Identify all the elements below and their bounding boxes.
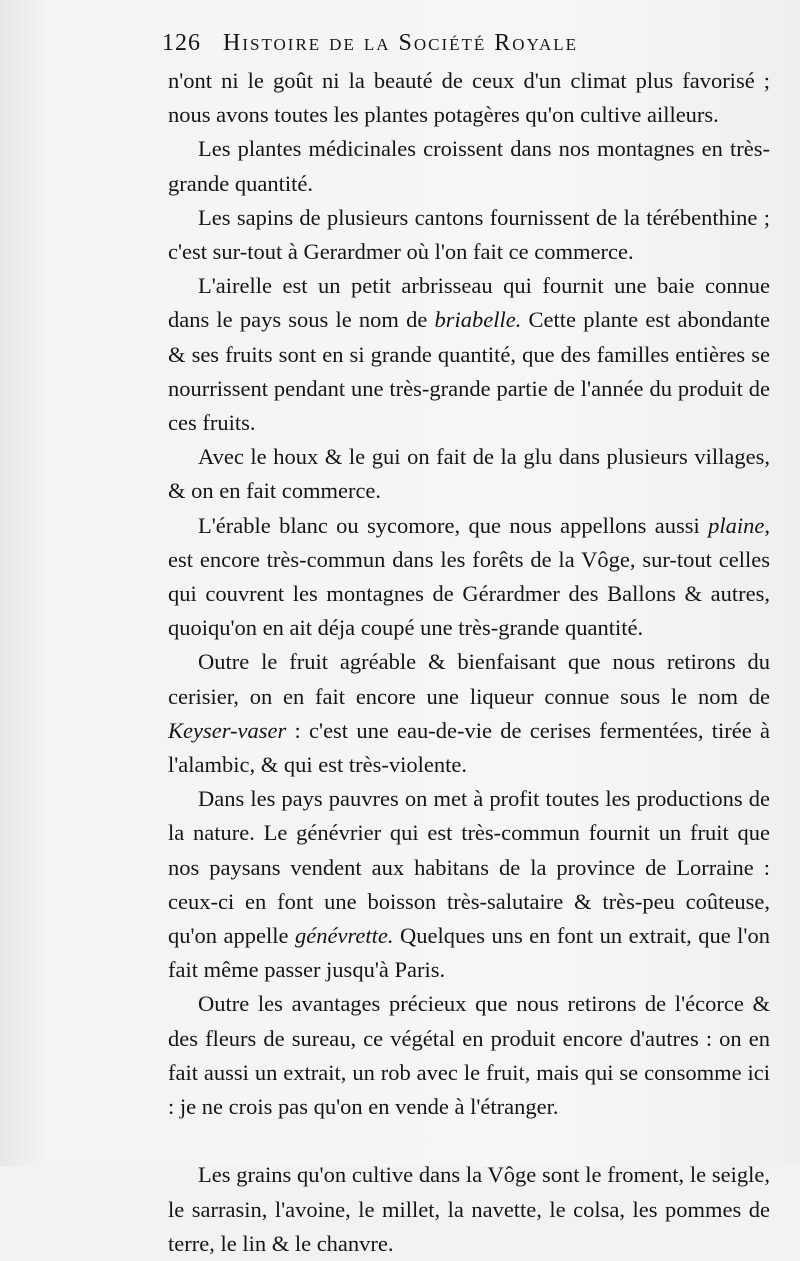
running-head <box>162 30 762 57</box>
text-run: Outre les avantages précieux que nous retirons de l'écorce & des fleurs de sureau, ce végétal en produit encore d'autres : on en fait aussi un extrait, un rob avec le fruit, mais qui se consomme ici : je ne crois pas qu'on en vende à l'étranger. <box>168 991 770 1120</box>
paragraph <box>168 269 770 440</box>
text-run: Les plantes médicinales croissent dans nos montagnes en très-grande quantité. <box>168 136 770 196</box>
text-run: Outre le fruit agréable & bienfaisant que nous retirons du cerisier, on en fait encore une liqueur connue sous le nom de <box>168 649 770 709</box>
text-run: Les grains qu'on cultive dans la Vôge sont le froment, le seigle, le sarrasin, l'avoine, le millet, la navette, le colsa, les pommes de terre, le lin & le chanvre. <box>168 1162 770 1256</box>
italic-term: Keyser-vaser <box>168 717 287 743</box>
italic-term: briabelle. <box>434 307 522 333</box>
paragraph <box>168 201 770 269</box>
paragraph <box>168 64 770 132</box>
page-number: 126 <box>162 30 201 56</box>
italic-term: génévrette. <box>295 923 394 949</box>
running-title: Histoire de la Société Royale <box>223 30 579 56</box>
paragraph <box>168 1158 770 1261</box>
text-run: L'érable blanc ou sycomore, que nous appellons aussi <box>198 512 709 538</box>
text-run: L'airelle est un petit arbrisseau qui fournit une baie connue dans le pays sous le nom de <box>168 273 770 333</box>
paragraph <box>168 132 770 200</box>
paragraph <box>168 782 770 987</box>
body-text <box>168 64 770 1261</box>
paragraph <box>168 987 770 1124</box>
paragraph <box>168 645 770 782</box>
text-run: : c'est une eau-de-vie de cerises fermentées, tirée à l'alambic, & qui est très-violente. <box>168 717 770 778</box>
paragraph <box>168 440 770 508</box>
paragraph <box>168 509 770 646</box>
text-run: Avec le houx & le gui on fait de la glu dans plusieurs villages, & on en fait commerce. <box>168 444 770 504</box>
text-run: n'ont ni le goût ni la beauté de ceux d'un climat plus favorisé ; nous avons toutes les plantes potagères qu'on cultive ailleurs. <box>168 68 770 128</box>
text-run: Cette plante est abondante & ses fruits sont en si grande quantité, que des familles entières se nourrissent pendant une très-grande partie de l'année du produit de ces fruits. <box>168 307 770 436</box>
text-run: , est encore très-commun dans les forêts de la Vôge, sur-tout celles qui couvrent les montagnes de Gérardmer des Ballons & autres, quoiqu'on en ait déja coupé une très-grande quantité. <box>168 512 770 641</box>
text-run: Dans les pays pauvres on met à profit toutes les productions de la nature. Le génévrier qui est très-commun fournit un fruit que nos paysans vendent aux habitans de la province de Lorraine : ceux-ci en font une boisson très-salutaire & très-peu coûteuse, qu'on appelle <box>168 786 770 949</box>
italic-term: plaine <box>708 512 765 538</box>
text-run: Quelques uns en font un extrait, que l'on fait même passer jusqu'à Paris. <box>168 923 770 983</box>
text-run: Les sapins de plusieurs cantons fournissent de la térébenthine ; c'est sur-tout à Gerardmer où l'on fait ce commerce. <box>168 204 770 265</box>
